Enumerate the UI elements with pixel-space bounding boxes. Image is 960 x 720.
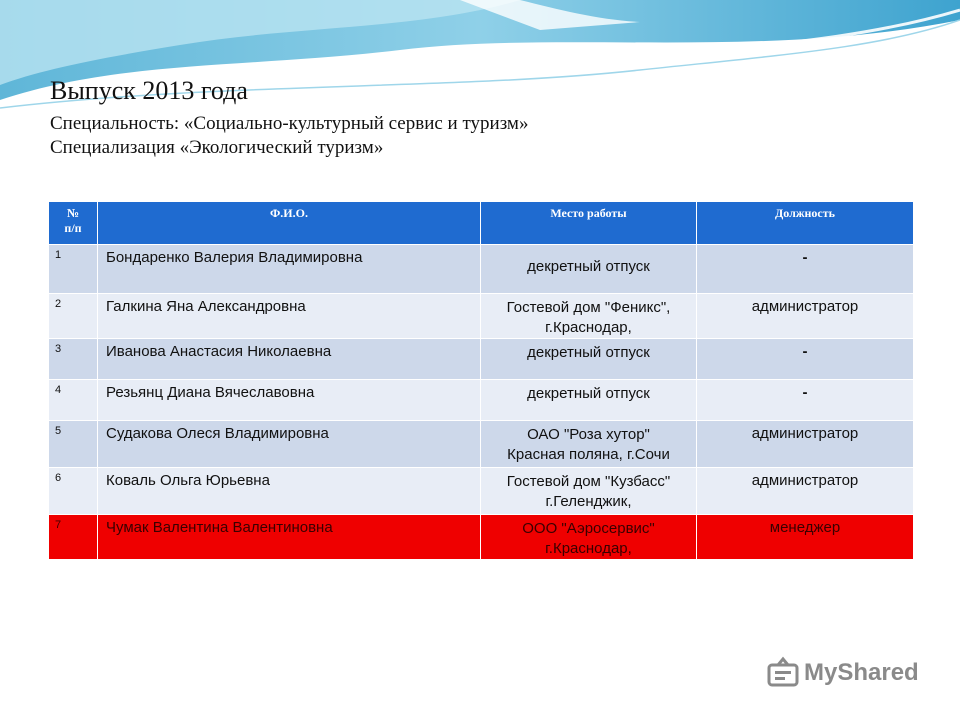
workplace-line1: Гостевой дом "Феникс",	[506, 299, 671, 316]
slide-heading	[50, 74, 528, 160]
table-row	[49, 294, 914, 339]
row-name: Чумак Валентина Валентиновна	[98, 515, 481, 560]
workplace-line1: декретный отпуск	[527, 385, 650, 402]
row-name: Галкина Яна Александровна	[98, 294, 481, 339]
table-row	[49, 468, 914, 515]
row-position: администратор	[697, 421, 914, 468]
myshared-logo-icon	[766, 656, 800, 690]
table-header-row	[49, 202, 914, 245]
workplace-line1: Гостевой дом "Кузбасс"	[506, 473, 671, 490]
header-number-line2: п/п	[64, 221, 82, 235]
row-name: Бондаренко Валерия Владимировна	[98, 245, 481, 294]
table-row	[49, 421, 914, 468]
row-name: Коваль Ольга Юрьевна	[98, 468, 481, 515]
row-position: менеджер	[697, 515, 914, 560]
row-name: Судакова Олеся Владимировна	[98, 421, 481, 468]
row-number: 2	[49, 294, 98, 339]
row-number: 5	[49, 421, 98, 468]
row-workplace	[481, 380, 697, 421]
row-workplace	[481, 515, 697, 560]
graduates-table	[48, 201, 914, 560]
row-position: администратор	[697, 294, 914, 339]
header-position: Должность	[697, 202, 914, 245]
row-workplace	[481, 421, 697, 468]
header-name: Ф.И.О.	[98, 202, 481, 245]
row-workplace	[481, 294, 697, 339]
workplace-line1: декретный отпуск	[527, 258, 650, 275]
row-position: -	[697, 380, 914, 421]
specialization-line: Специализация «Экологический туризм»	[50, 137, 384, 158]
workplace-line2: Красная поляна, г.Сочи	[507, 446, 670, 463]
header-number-line1: №	[66, 206, 80, 220]
table-row	[49, 380, 914, 421]
specialty-line: Специальность: «Социально-культурный сервис и туризм»	[50, 113, 529, 134]
workplace-line1: ОАО "Роза хутор"	[527, 426, 650, 443]
workplace-line2: г.Краснодар,	[545, 319, 632, 336]
row-workplace	[481, 468, 697, 515]
table-row	[49, 339, 914, 380]
row-number: 6	[49, 468, 98, 515]
row-workplace	[481, 339, 697, 380]
header-number	[49, 202, 98, 245]
row-number: 1	[49, 245, 98, 294]
workplace-line1: ООО "Аэросервис"	[522, 520, 655, 537]
watermark-text: MyShared	[804, 659, 919, 686]
slide-title: Выпуск 2013 года	[50, 76, 248, 105]
row-name: Резьянц Диана Вячеславовна	[98, 380, 481, 421]
row-number: 7	[49, 515, 98, 560]
row-position: -	[697, 245, 914, 294]
row-number: 3	[49, 339, 98, 380]
header-workplace: Место работы	[481, 202, 697, 245]
workplace-line2: г.Краснодар,	[545, 540, 632, 557]
row-number: 4	[49, 380, 98, 421]
row-name: Иванова Анастасия Николаевна	[98, 339, 481, 380]
table-row-highlighted	[49, 515, 914, 560]
row-workplace	[481, 245, 697, 294]
myshared-watermark	[766, 656, 919, 690]
row-position: администратор	[697, 468, 914, 515]
row-position: -	[697, 339, 914, 380]
table-row	[49, 245, 914, 294]
workplace-line2: г.Геленджик,	[545, 493, 632, 510]
workplace-line1: декретный отпуск	[527, 344, 650, 361]
